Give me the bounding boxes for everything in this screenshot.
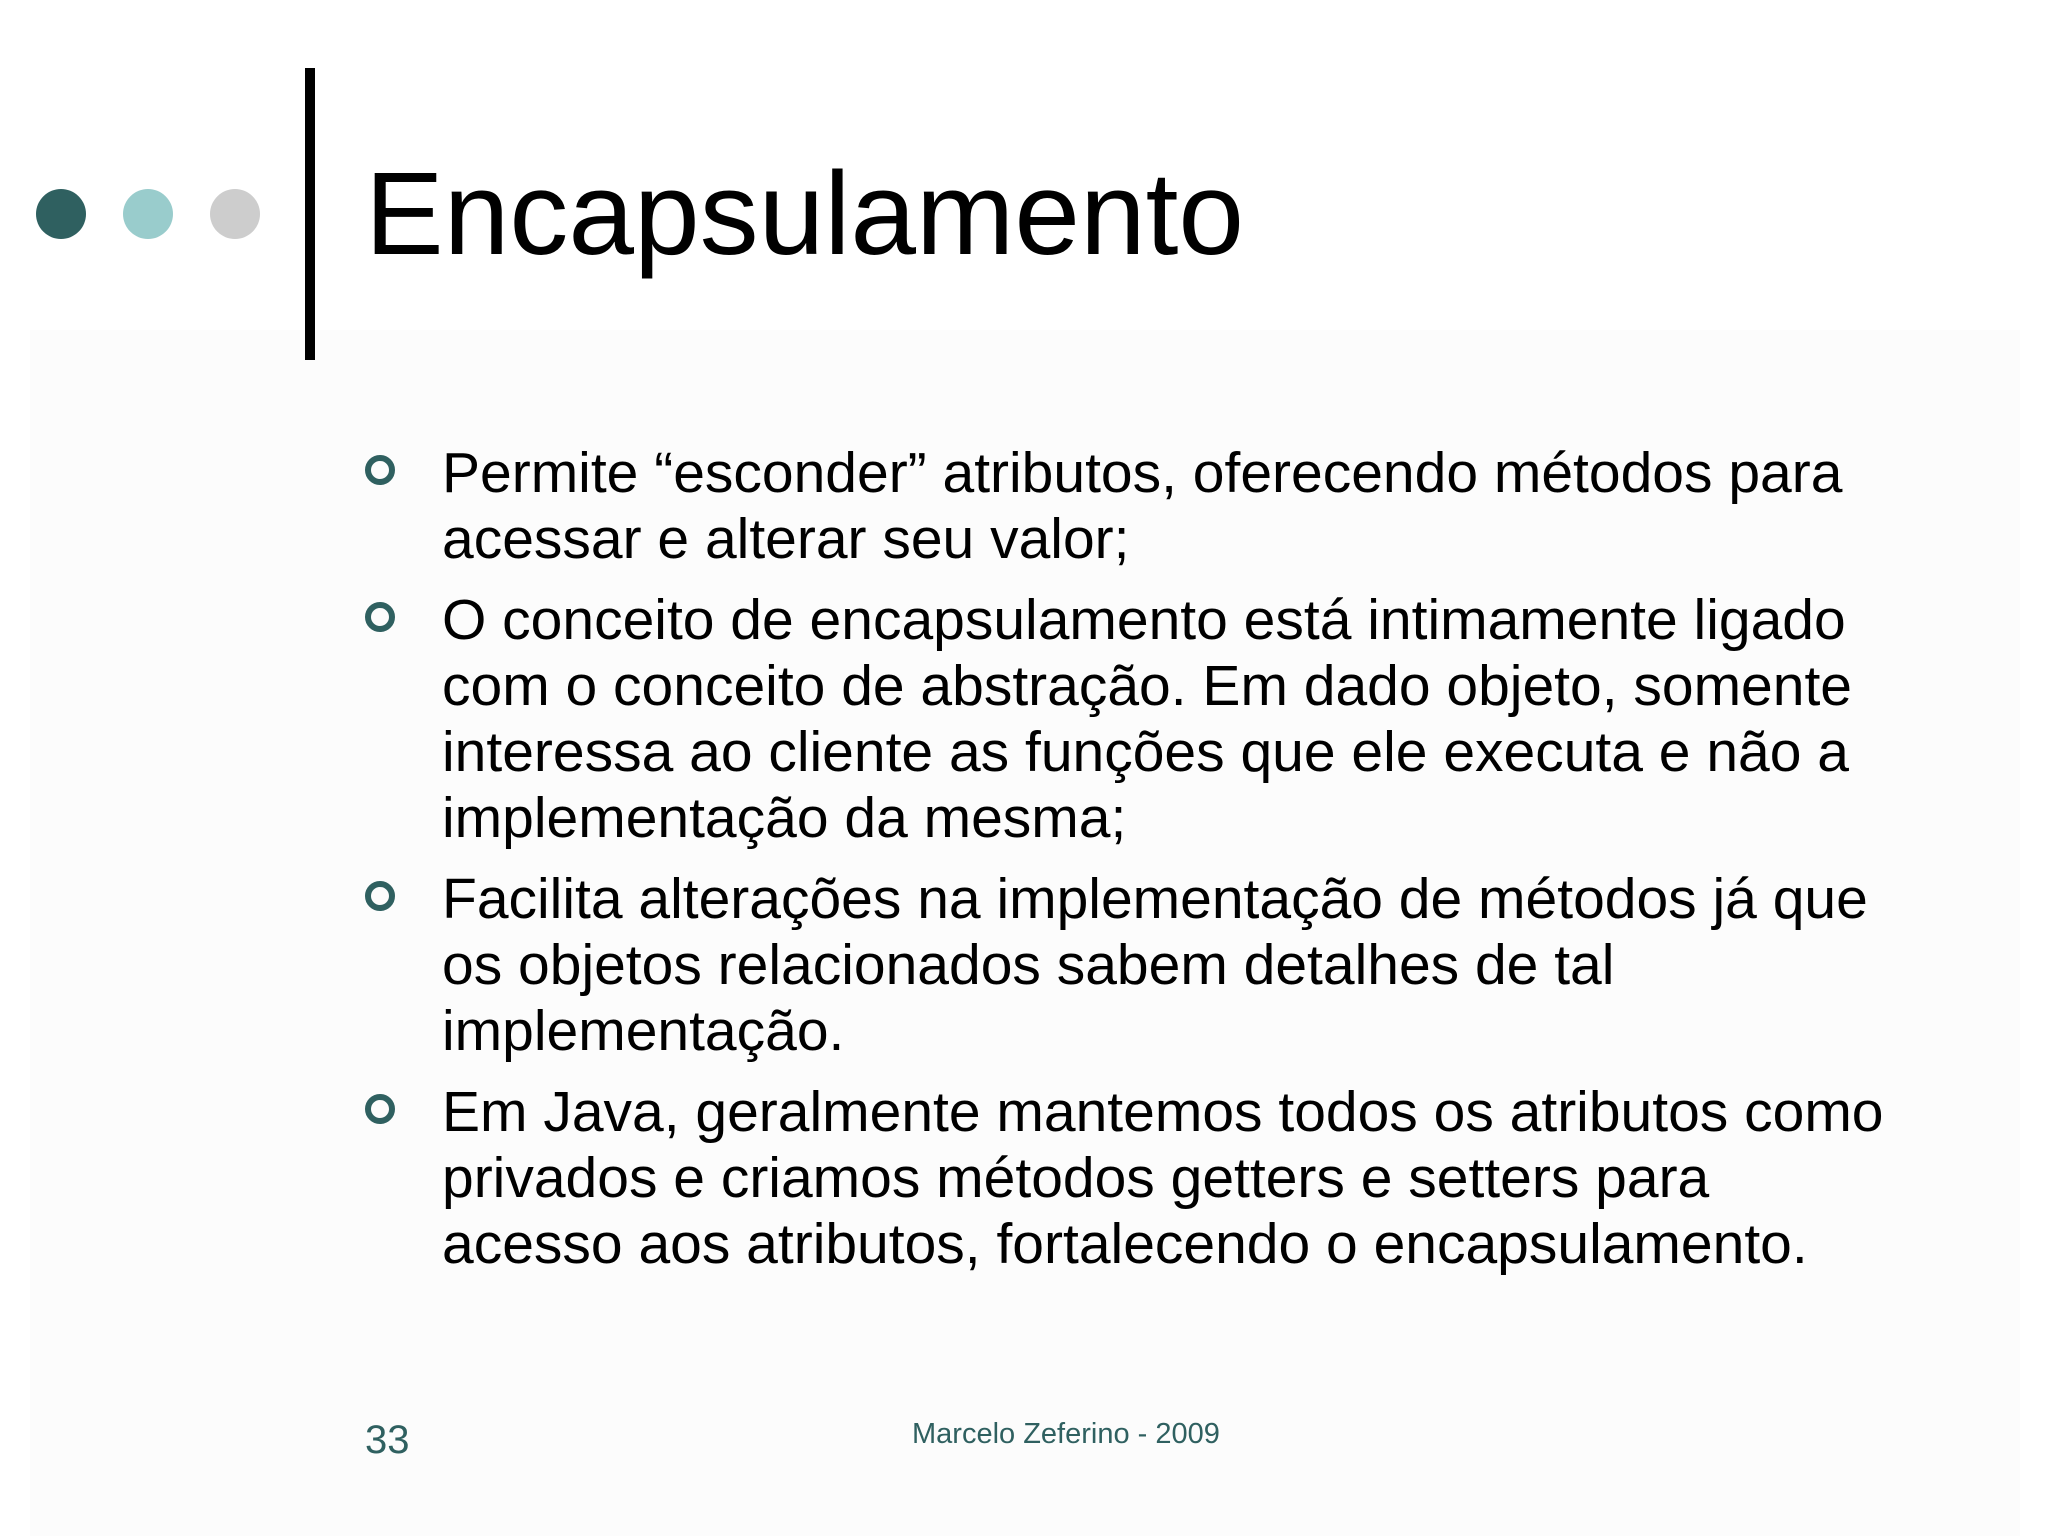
bullet-text: Em Java, geralmente mantemos todos os atributos como privados e criamos métodos getters e setters para acesso aos atributos, fortalecendo o encapsulamento. xyxy=(442,1080,1884,1276)
circle-bullet-icon xyxy=(365,455,395,485)
gray-dot xyxy=(210,189,260,239)
slide-number: 33 xyxy=(365,1418,410,1462)
dark-teal-dot xyxy=(36,189,86,239)
footer-author: Marcelo Zeferino - 2009 xyxy=(912,1418,1220,1450)
decorative-dots xyxy=(36,189,276,241)
circle-bullet-icon xyxy=(365,602,395,632)
list-item xyxy=(365,587,1885,851)
bullet-text: O conceito de encapsulamento está intimamente ligado com o conceito de abstração. Em dado objeto, somente interessa ao cliente as funções que ele executa e não a implementação da mesma; xyxy=(442,588,1852,850)
circle-bullet-icon xyxy=(365,881,395,911)
list-item xyxy=(365,440,1885,572)
bullet-list xyxy=(365,440,1885,1292)
list-item xyxy=(365,1079,1885,1277)
slide-title: Encapsulamento xyxy=(365,148,1245,280)
bullet-text: Facilita alterações na implementação de métodos já que os objetos relacionados sabem detalhes de tal implementação. xyxy=(442,867,1868,1063)
light-teal-dot xyxy=(123,189,173,239)
bullet-text: Permite “esconder” atributos, oferecendo métodos para acessar e alterar seu valor; xyxy=(442,441,1843,571)
circle-bullet-icon xyxy=(365,1094,395,1124)
list-item xyxy=(365,866,1885,1064)
title-divider xyxy=(305,68,315,360)
